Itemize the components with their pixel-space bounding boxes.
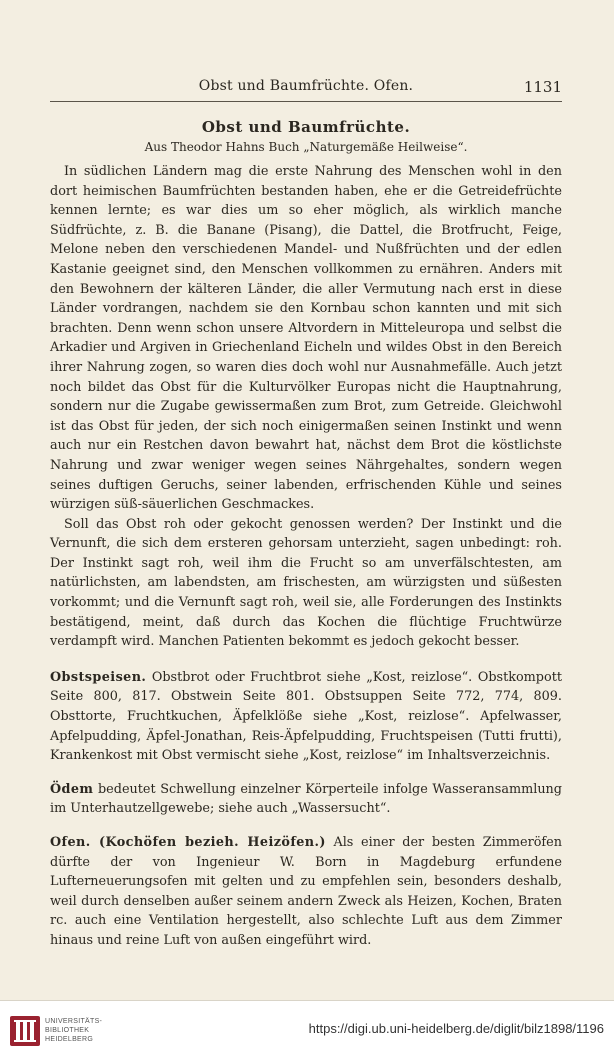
page-number: 1131 xyxy=(523,78,562,96)
header-rule xyxy=(50,101,562,102)
library-logo[interactable] xyxy=(10,1015,120,1047)
article-title: Obst und Baumfrüchte. xyxy=(201,118,411,136)
entry-head: Ödem xyxy=(50,781,94,797)
entry-oedem xyxy=(50,780,562,819)
entry-obstspeisen xyxy=(50,668,562,766)
entry-text: Als einer der besten Zimmeröfen dürfte der von Ingenieur W. Born in Magdeburg erfundene Lufterneuerungsofen mit gelten und zu empfehlen sein, besonders deshalb, weil durch denselben außer seinem andern Zweck als Heizen, Kochen, Braten rc. auch eine Ventilation hergestellt, also schlechte Luft aus dem Zimmer hinaus und reine Luft von außen eingeführt wird. xyxy=(50,835,562,948)
entry-head: Ofen. (Kochöfen bezieh. Heizöfen.) xyxy=(50,835,326,850)
entry-ofen xyxy=(50,833,562,951)
entry-head: Obstspeisen. xyxy=(50,669,147,685)
article-subtitle: Aus Theodor Hahns Buch „Naturgemäße Heilweise“. xyxy=(144,140,468,154)
entry-text: bedeutet Schwellung einzelner Körperteile infolge Wasseransammlung im Unterhautzellgewebe; siehe auch „Wassersucht“. xyxy=(50,781,562,817)
page-header xyxy=(50,78,562,100)
running-title: Obst und Baumfrüchte. Ofen. xyxy=(198,78,414,94)
entry-text: Obstbrot oder Fruchtbrot siehe „Kost, reizlose“. Obstkompott Seite 800, 817. Obstwein Seite 801. Obstsuppen Seite 772, 774, 809. Obsttorte, Fruchtkuchen, Äpfelklöße siehe „Kost, reizlose“. Apfelwasser, Apfelpudding, Äpfel-Jonathan, Reis-Äpfelpudding, Fruchtspeisen (Tutti frutti), Krankenkost mit Obst vermischt siehe „Kost, reizlose“ im Inhaltsverzeichnis. xyxy=(50,669,562,764)
library-emblem-icon xyxy=(10,1016,40,1046)
library-name: UNIVERSITÄTS- BIBLIOTHEK HEIDELBERG xyxy=(45,1018,103,1043)
paragraph: In südlichen Ländern mag die erste Nahrung des Menschen wohl in den dort heimischen Baumfrüchten bestanden haben, ehe er die Getreidefrüchte kennen lernte; es war dies um so eher möglich, als wirklich manche Südfrüchte, z. B. die Banane (Pisang), die Dattel, die Brotfrucht, Feige, Melone neben den verschiedenen Mandel- und Nußfrüchten und der edlen Kastanie geeignet sind, den Menschen vollkommen zu ernähren. Anders mit den Bewohnern der kälteren Länder, die aller Vermutung nach erst in diese Länder vordrangen, nachdem sie den Kornbau schon kannten und mit sich brachten. Denn wenn schon unsere Altvordern in Mitteleuropa und selbst die Arkadier und Argiven in Griechenland Eicheln und wildes Obst in den Bereich ihrer Nahrung zogen, so waren dies doch wohl nur Ausnahmefälle. Auch jetzt noch bildet das Obst für die Kulturvölker Europas nicht die Hauptnahrung, sondern nur die Zugabe gewissermaßen zum Brot, zum Getreide. Gleichwohl ist das Obst für jeden, der sich noch einigermaßen seinen Instinkt und wenn auch nur ein Restchen davon bewahrt hat, nächst dem Brot die köstlichste Nahrung und zwar weniger wegen seines Nährgehaltes, sondern wegen seines duftigen Geruchs, seiner labenden, erfrischenden Kühle und seines würzigen süß-säuerlichen Geschmackes. xyxy=(50,164,562,513)
viewer-footer xyxy=(0,1000,614,1058)
source-url-link[interactable]: https://digi.ub.uni-heidelberg.de/diglit/bilz1898/1196 xyxy=(308,1021,604,1036)
paragraph: Soll das Obst roh oder gekocht genossen werden? Der Instinkt und die Vernunft, die sich dem ersteren gehorsam unterzieht, sagen unbedingt: roh. Der Instinkt sagt roh, weil ihm die Frucht so am unverfälschtesten, am natürlichsten, am labendsten, am frischesten, am würzigsten und süßesten vorkommt; und die Vernunft sagt roh, weil sie, alle Forderungen des Instinkts bestätigend, meint, daß durch das Kochen die flüchtige Fruchtwürze verdampft wird. Manchen Patienten bekommt es jedoch gekocht besser. xyxy=(50,516,562,650)
page-content xyxy=(50,118,562,951)
